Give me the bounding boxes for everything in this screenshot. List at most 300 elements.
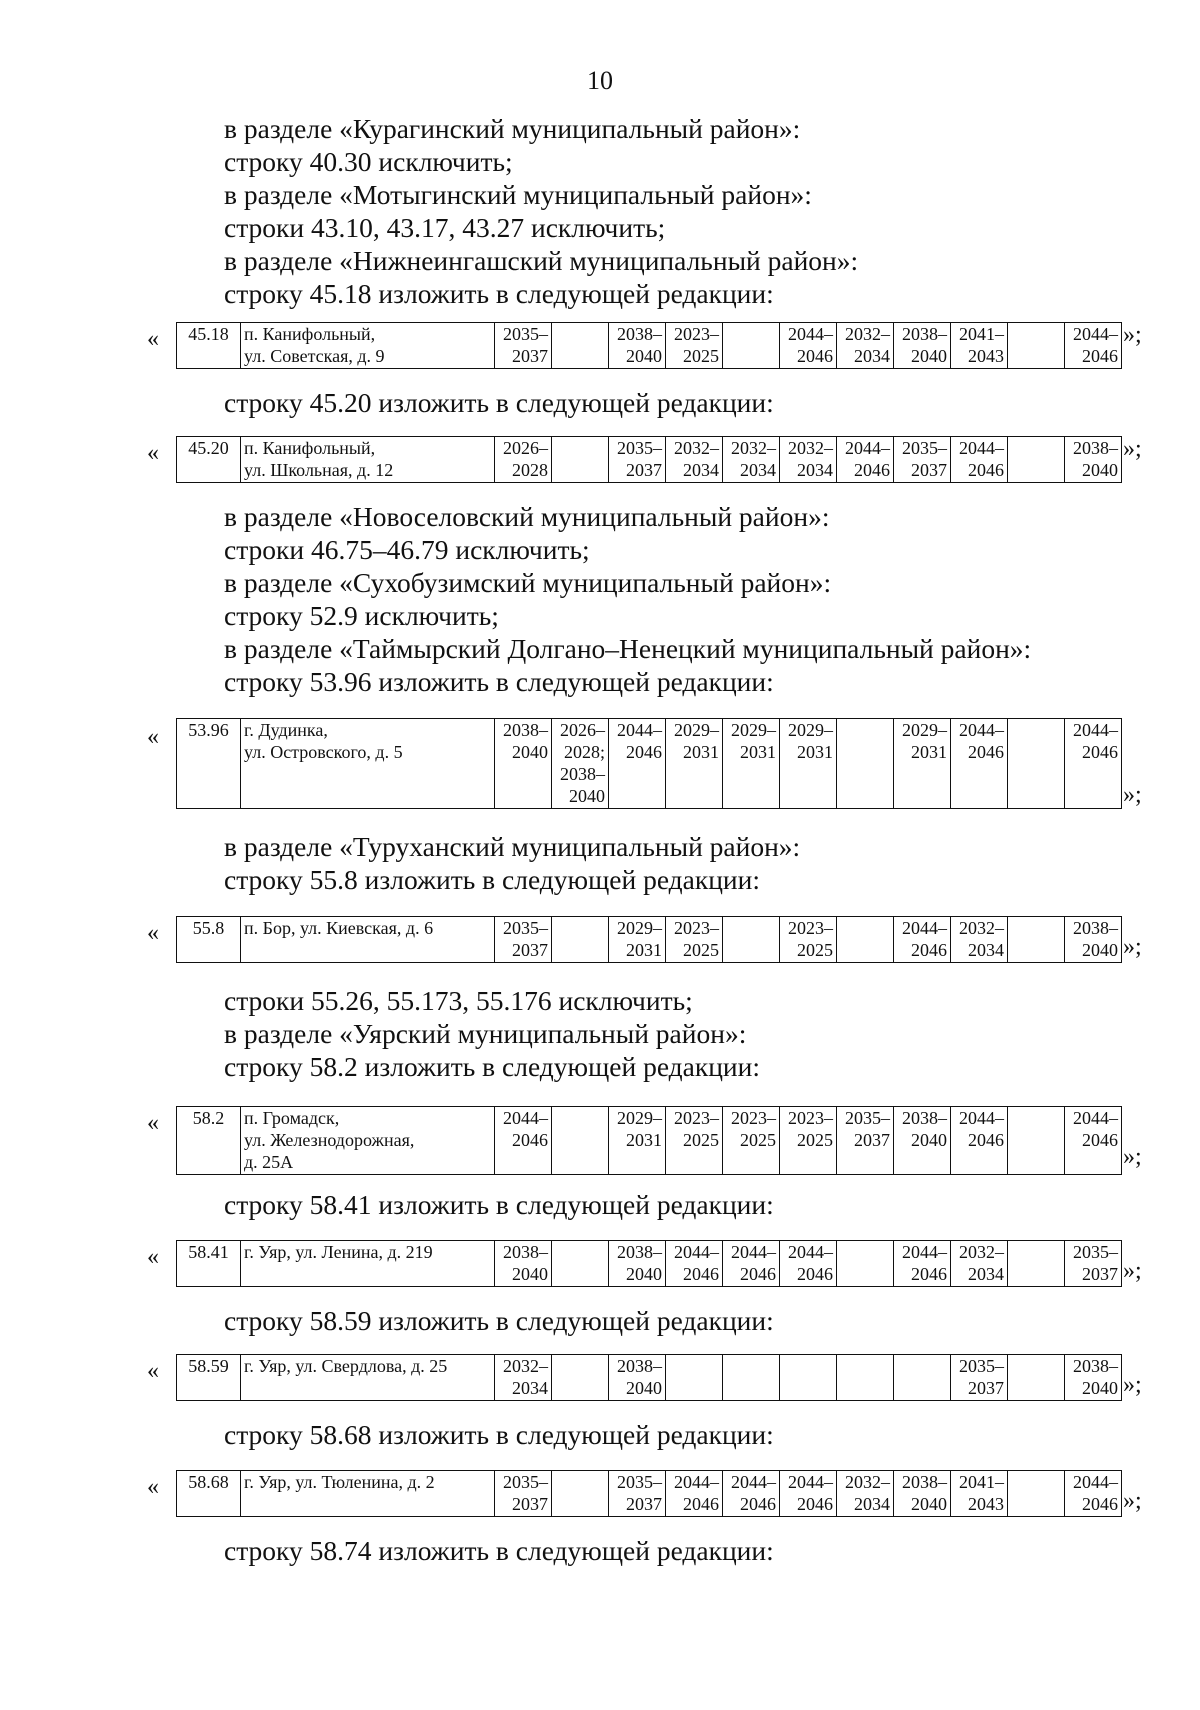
year-range-cell xyxy=(894,1471,951,1517)
year-range-cell xyxy=(609,719,666,809)
cell-text: 2046 xyxy=(512,1130,548,1150)
year-range-cell xyxy=(894,1355,951,1401)
cell-text: 2032– xyxy=(788,438,833,458)
text-line: строку 58.68 изложить в следующей редакции: xyxy=(224,1419,774,1450)
cell-text: 2044– xyxy=(788,1242,833,1262)
open-quote: « xyxy=(147,1244,159,1270)
cell-text: 2025 xyxy=(683,346,719,366)
cell-text: 2040 xyxy=(512,1264,548,1284)
cell-text: г. Уяр, ул. Свердлова, д. 25 xyxy=(244,1356,448,1376)
text-line: строку 45.20 изложить в следующей редакции: xyxy=(224,387,774,418)
year-range-cell xyxy=(723,1241,780,1287)
text-line: в разделе «Мотыгинский муниципальный район»: xyxy=(224,179,812,210)
open-quote: « xyxy=(147,1358,159,1384)
paragraph-45-20 xyxy=(224,386,774,419)
year-range-cell xyxy=(495,1107,552,1175)
cell-text: 2046 xyxy=(968,742,1004,762)
table-row-cells xyxy=(177,917,1122,963)
year-range-cell xyxy=(1065,1471,1122,1517)
cell-text: 2031 xyxy=(626,1130,662,1150)
text-line: строку 58.59 изложить в следующей редакции: xyxy=(224,1305,774,1336)
cell-text: 2046 xyxy=(854,460,890,480)
year-range-cell xyxy=(666,1241,723,1287)
text-line: в разделе «Сухобузимский муниципальный район»: xyxy=(224,567,832,598)
cell-text: 2046 xyxy=(797,1264,833,1284)
cell-text: 2044– xyxy=(902,1242,947,1262)
cell-text: 2025 xyxy=(683,1130,719,1150)
cell-text: 2029– xyxy=(731,720,776,740)
year-range-cell xyxy=(837,917,894,963)
cell-text: 2038– xyxy=(560,764,605,784)
text-line: строку 40.30 исключить; xyxy=(224,146,513,177)
cell-text: 2038– xyxy=(617,1356,662,1376)
year-range-cell xyxy=(951,323,1008,369)
cell-text: 2035– xyxy=(617,438,662,458)
year-range-cell xyxy=(1065,1107,1122,1175)
year-range-cell xyxy=(1008,1107,1065,1175)
cell-text: 2038– xyxy=(1073,1356,1118,1376)
year-range-cell xyxy=(723,917,780,963)
year-range-cell xyxy=(1008,323,1065,369)
cell-text: 2041– xyxy=(959,324,1004,344)
address-cell xyxy=(241,1107,495,1175)
cell-text: 2034 xyxy=(854,346,890,366)
text-line: строку 45.18 изложить в следующей редакции: xyxy=(224,278,774,309)
open-quote: « xyxy=(147,1110,159,1136)
paragraph-58-68 xyxy=(224,1418,774,1451)
year-range-cell xyxy=(552,917,609,963)
year-range-cell xyxy=(609,917,666,963)
table-row xyxy=(176,436,1122,483)
year-range-cell xyxy=(951,1471,1008,1517)
address-cell xyxy=(241,1241,495,1287)
text-line: строку 55.8 изложить в следующей редакции: xyxy=(224,864,761,895)
cell-text: 2038– xyxy=(617,1242,662,1262)
cell-text: 2044– xyxy=(674,1472,719,1492)
year-range-cell xyxy=(837,1241,894,1287)
table-row xyxy=(176,1354,1122,1401)
cell-text: 2034 xyxy=(968,940,1004,960)
cell-text: 2046 xyxy=(911,940,947,960)
text-line: строку 52.9 исключить; xyxy=(224,600,499,631)
table-row-cells xyxy=(177,1355,1122,1401)
cell-text: 2023– xyxy=(674,324,719,344)
year-range-cell xyxy=(723,1107,780,1175)
cell-text: 2046 xyxy=(797,1494,833,1514)
row-number-cell: 58.68 xyxy=(177,1471,241,1517)
cell-text: 2032– xyxy=(674,438,719,458)
cell-text: 2040 xyxy=(1082,940,1118,960)
close-quote: »; xyxy=(1123,1144,1142,1170)
year-range-cell xyxy=(837,1471,894,1517)
cell-text: 2040 xyxy=(911,346,947,366)
cell-text: 2035– xyxy=(845,1108,890,1128)
address-cell xyxy=(241,1355,495,1401)
year-range-cell xyxy=(723,719,780,809)
year-range-cell xyxy=(1008,1241,1065,1287)
cell-text: 2029– xyxy=(674,720,719,740)
cell-text: 2044– xyxy=(788,324,833,344)
open-quote: « xyxy=(147,920,159,946)
cell-text: 2044– xyxy=(1073,720,1118,740)
open-quote: « xyxy=(147,1474,159,1500)
year-range-cell xyxy=(609,1107,666,1175)
close-quote: »; xyxy=(1123,1258,1142,1284)
cell-text: 2038– xyxy=(1073,438,1118,458)
close-quote: »; xyxy=(1123,782,1142,808)
cell-text: 2029– xyxy=(902,720,947,740)
year-range-cell xyxy=(495,719,552,809)
year-range-cell xyxy=(1065,1241,1122,1287)
cell-text: 2035– xyxy=(503,324,548,344)
cell-text: 2044– xyxy=(503,1108,548,1128)
cell-text: 2032– xyxy=(845,1472,890,1492)
year-range-cell xyxy=(723,437,780,483)
year-range-cell xyxy=(894,437,951,483)
year-range-cell xyxy=(495,323,552,369)
address-cell xyxy=(241,323,495,369)
close-quote: »; xyxy=(1123,1488,1142,1514)
cell-text: п. Канифольный, xyxy=(244,324,376,344)
cell-text: 2038– xyxy=(617,324,662,344)
year-range-cell xyxy=(1008,437,1065,483)
paragraph-block-5 xyxy=(224,984,760,1083)
cell-text: 2037 xyxy=(911,460,947,480)
year-range-cell xyxy=(1008,719,1065,809)
cell-text: 2043 xyxy=(968,346,1004,366)
year-range-cell xyxy=(780,1471,837,1517)
cell-text: 2046 xyxy=(1082,346,1118,366)
cell-text: 2046 xyxy=(740,1264,776,1284)
text-line: строки 43.10, 43.17, 43.27 исключить; xyxy=(224,212,666,243)
cell-text: 2044– xyxy=(788,1472,833,1492)
cell-text: 2035– xyxy=(503,918,548,938)
cell-text: 2029– xyxy=(617,918,662,938)
cell-text: 2038– xyxy=(902,1108,947,1128)
cell-text: г. Дудинка, xyxy=(244,720,328,740)
cell-text: 2023– xyxy=(674,1108,719,1128)
table-row xyxy=(176,718,1122,809)
open-quote: « xyxy=(147,326,159,352)
year-range-cell xyxy=(723,323,780,369)
cell-text: 2040 xyxy=(512,742,548,762)
cell-text: 2044– xyxy=(1073,324,1118,344)
text-line: в разделе «Новоселовский муниципальный район»: xyxy=(224,501,830,532)
cell-text: 2038– xyxy=(1073,918,1118,938)
year-range-cell xyxy=(837,437,894,483)
cell-text: 2037 xyxy=(854,1130,890,1150)
year-range-cell xyxy=(552,323,609,369)
cell-text: 2040 xyxy=(626,346,662,366)
page-number: 10 xyxy=(587,66,613,95)
cell-text: 2040 xyxy=(1082,460,1118,480)
text-line: строку 58.2 изложить в следующей редакции: xyxy=(224,1051,761,1082)
year-range-cell xyxy=(894,1241,951,1287)
cell-text: 2037 xyxy=(626,1494,662,1514)
cell-text: 2040 xyxy=(911,1494,947,1514)
cell-text: п. Бор, ул. Киевская, д. 6 xyxy=(244,918,434,938)
year-range-cell xyxy=(666,1107,723,1175)
cell-text: 2038– xyxy=(902,1472,947,1492)
year-range-cell xyxy=(894,719,951,809)
cell-text: 2046 xyxy=(968,1130,1004,1150)
year-range-cell xyxy=(495,437,552,483)
cell-text: ул. Советская, д. 9 xyxy=(244,346,385,366)
open-quote: « xyxy=(147,724,159,750)
cell-text: 2046 xyxy=(968,460,1004,480)
paragraph-58-74 xyxy=(224,1534,774,1567)
year-range-cell xyxy=(552,1241,609,1287)
cell-text: г. Уяр, ул. Тюленина, д. 2 xyxy=(244,1472,435,1492)
cell-text: 2034 xyxy=(740,460,776,480)
cell-text: 2032– xyxy=(959,918,1004,938)
year-range-cell xyxy=(837,323,894,369)
year-range-cell xyxy=(780,323,837,369)
text-line: строку 53.96 изложить в следующей редакции: xyxy=(224,666,774,697)
cell-text: 2037 xyxy=(512,1494,548,1514)
paragraph-58-41 xyxy=(224,1188,774,1221)
year-range-cell xyxy=(552,1471,609,1517)
year-range-cell xyxy=(666,719,723,809)
year-range-cell xyxy=(837,719,894,809)
cell-text: 2044– xyxy=(845,438,890,458)
cell-text: 2032– xyxy=(731,438,776,458)
cell-text: 2023– xyxy=(788,1108,833,1128)
cell-text: 2046 xyxy=(1082,742,1118,762)
cell-text: 2044– xyxy=(959,720,1004,740)
cell-text: 2029– xyxy=(788,720,833,740)
cell-text: 2044– xyxy=(731,1242,776,1262)
row-number-cell: 45.20 xyxy=(177,437,241,483)
cell-text: 2037 xyxy=(1082,1264,1118,1284)
open-quote: « xyxy=(147,440,159,466)
year-range-cell xyxy=(951,437,1008,483)
year-range-cell xyxy=(951,719,1008,809)
year-range-cell xyxy=(495,1471,552,1517)
text-line: в разделе «Таймырский Долгано–Ненецкий муниципальный район»: xyxy=(224,633,1032,664)
close-quote: »; xyxy=(1123,934,1142,960)
cell-text: 2044– xyxy=(731,1472,776,1492)
cell-text: 2025 xyxy=(797,940,833,960)
table-row xyxy=(176,916,1122,963)
cell-text: 2046 xyxy=(740,1494,776,1514)
year-range-cell xyxy=(951,1107,1008,1175)
paragraph-block-4 xyxy=(224,830,800,896)
cell-text: 2034 xyxy=(797,460,833,480)
cell-text: 2035– xyxy=(959,1356,1004,1376)
cell-text: 2025 xyxy=(740,1130,776,1150)
year-range-cell xyxy=(723,1355,780,1401)
cell-text: 2031 xyxy=(911,742,947,762)
table-row xyxy=(176,1106,1122,1175)
row-number-cell: 58.41 xyxy=(177,1241,241,1287)
year-range-cell xyxy=(1065,917,1122,963)
year-range-cell xyxy=(609,1355,666,1401)
cell-text: 2023– xyxy=(674,918,719,938)
cell-text: 2032– xyxy=(845,324,890,344)
cell-text: 2025 xyxy=(797,1130,833,1150)
year-range-cell xyxy=(780,1355,837,1401)
cell-text: 2040 xyxy=(1082,1378,1118,1398)
cell-text: 2023– xyxy=(788,918,833,938)
text-line: в разделе «Туруханский муниципальный район»: xyxy=(224,831,801,862)
year-range-cell xyxy=(552,1107,609,1175)
year-range-cell xyxy=(780,1107,837,1175)
cell-text: 2037 xyxy=(512,346,548,366)
cell-text: ул. Школьная, д. 12 xyxy=(244,460,394,480)
year-range-cell xyxy=(1008,1355,1065,1401)
address-cell xyxy=(241,437,495,483)
cell-text: 2046 xyxy=(683,1494,719,1514)
year-range-cell xyxy=(894,1107,951,1175)
cell-text: 2034 xyxy=(968,1264,1004,1284)
year-range-cell xyxy=(837,1107,894,1175)
address-cell xyxy=(241,1471,495,1517)
cell-text: 2040 xyxy=(911,1130,947,1150)
year-range-cell xyxy=(609,1241,666,1287)
address-cell xyxy=(241,719,495,809)
cell-text: 2046 xyxy=(1082,1494,1118,1514)
cell-text: 2028; xyxy=(563,742,605,762)
cell-text: п. Громадск, xyxy=(244,1108,340,1128)
cell-text: 2029– xyxy=(617,1108,662,1128)
year-range-cell xyxy=(552,719,609,809)
row-number-cell: 45.18 xyxy=(177,323,241,369)
cell-text: 2035– xyxy=(503,1472,548,1492)
cell-text: 2034 xyxy=(683,460,719,480)
cell-text: 2035– xyxy=(617,1472,662,1492)
table-row xyxy=(176,1470,1122,1517)
cell-text: 2044– xyxy=(959,438,1004,458)
text-line: строки 46.75–46.79 исключить; xyxy=(224,534,590,565)
cell-text: 2034 xyxy=(854,1494,890,1514)
cell-text: д. 25А xyxy=(244,1152,294,1172)
text-line: в разделе «Нижнеингашский муниципальный район»: xyxy=(224,245,859,276)
row-number-cell: 58.59 xyxy=(177,1355,241,1401)
cell-text: 2037 xyxy=(626,460,662,480)
year-range-cell xyxy=(894,323,951,369)
table-row xyxy=(176,1240,1122,1287)
year-range-cell xyxy=(495,917,552,963)
cell-text: п. Канифольный, xyxy=(244,438,376,458)
year-range-cell xyxy=(837,1355,894,1401)
year-range-cell xyxy=(780,437,837,483)
row-number-cell: 55.8 xyxy=(177,917,241,963)
year-range-cell xyxy=(666,1355,723,1401)
cell-text: 2026– xyxy=(560,720,605,740)
cell-text: г. Уяр, ул. Ленина, д. 219 xyxy=(244,1242,433,1262)
year-range-cell xyxy=(1065,437,1122,483)
year-range-cell xyxy=(951,1241,1008,1287)
text-line: строку 58.74 изложить в следующей редакции: xyxy=(224,1535,774,1566)
year-range-cell xyxy=(609,1471,666,1517)
cell-text: 2023– xyxy=(731,1108,776,1128)
cell-text: 2031 xyxy=(740,742,776,762)
cell-text: 2043 xyxy=(968,1494,1004,1514)
year-range-cell xyxy=(1008,1471,1065,1517)
table-row-cells xyxy=(177,1471,1122,1517)
year-range-cell xyxy=(723,1471,780,1517)
year-range-cell xyxy=(1065,1355,1122,1401)
year-range-cell xyxy=(951,1355,1008,1401)
paragraph-block-1 xyxy=(224,112,858,310)
cell-text: 2044– xyxy=(674,1242,719,1262)
cell-text: 2046 xyxy=(626,742,662,762)
cell-text: 2046 xyxy=(1082,1130,1118,1150)
close-quote: »; xyxy=(1123,436,1142,462)
year-range-cell xyxy=(1065,719,1122,809)
cell-text: 2046 xyxy=(683,1264,719,1284)
year-range-cell xyxy=(666,917,723,963)
cell-text: 2032– xyxy=(959,1242,1004,1262)
cell-text: 2040 xyxy=(569,786,605,806)
year-range-cell xyxy=(780,1241,837,1287)
year-range-cell xyxy=(1065,323,1122,369)
cell-text: 2032– xyxy=(503,1356,548,1376)
cell-text: 2038– xyxy=(503,720,548,740)
cell-text: 2044– xyxy=(1073,1472,1118,1492)
table-row-cells xyxy=(177,323,1122,369)
cell-text: 2046 xyxy=(797,346,833,366)
cell-text: 2038– xyxy=(902,324,947,344)
cell-text: ул. Железнодорожная, xyxy=(244,1130,415,1150)
cell-text: 2028 xyxy=(512,460,548,480)
year-range-cell xyxy=(495,1355,552,1401)
table-row-cells xyxy=(177,1107,1122,1175)
year-range-cell xyxy=(609,323,666,369)
address-cell xyxy=(241,917,495,963)
year-range-cell xyxy=(780,719,837,809)
cell-text: 2038– xyxy=(503,1242,548,1262)
text-line: в разделе «Курагинский муниципальный район»: xyxy=(224,113,801,144)
cell-text: 2037 xyxy=(512,940,548,960)
year-range-cell xyxy=(666,437,723,483)
paragraph-58-59 xyxy=(224,1304,774,1337)
cell-text: ул. Островского, д. 5 xyxy=(244,742,403,762)
cell-text: 2031 xyxy=(797,742,833,762)
cell-text: 2034 xyxy=(512,1378,548,1398)
cell-text: 2044– xyxy=(617,720,662,740)
table-row xyxy=(176,322,1122,369)
year-range-cell xyxy=(894,917,951,963)
close-quote: »; xyxy=(1123,1372,1142,1398)
cell-text: 2046 xyxy=(911,1264,947,1284)
cell-text: 2044– xyxy=(1073,1108,1118,1128)
cell-text: 2025 xyxy=(683,940,719,960)
year-range-cell xyxy=(495,1241,552,1287)
text-line: в разделе «Уярский муниципальный район»: xyxy=(224,1018,747,1049)
cell-text: 2044– xyxy=(902,918,947,938)
year-range-cell xyxy=(552,437,609,483)
year-range-cell xyxy=(609,437,666,483)
cell-text: 2040 xyxy=(626,1378,662,1398)
cell-text: 2037 xyxy=(968,1378,1004,1398)
cell-text: 2040 xyxy=(626,1264,662,1284)
paragraph-block-3 xyxy=(224,500,1031,698)
table-row-cells xyxy=(177,719,1122,809)
cell-text: 2031 xyxy=(683,742,719,762)
text-line: строку 58.41 изложить в следующей редакции: xyxy=(224,1189,774,1220)
table-row-cells xyxy=(177,1241,1122,1287)
cell-text: 2041– xyxy=(959,1472,1004,1492)
year-range-cell xyxy=(666,323,723,369)
close-quote: »; xyxy=(1123,322,1142,348)
cell-text: 2035– xyxy=(1073,1242,1118,1262)
row-number-cell: 53.96 xyxy=(177,719,241,809)
year-range-cell xyxy=(666,1471,723,1517)
row-number-cell: 58.2 xyxy=(177,1107,241,1175)
year-range-cell xyxy=(1008,917,1065,963)
